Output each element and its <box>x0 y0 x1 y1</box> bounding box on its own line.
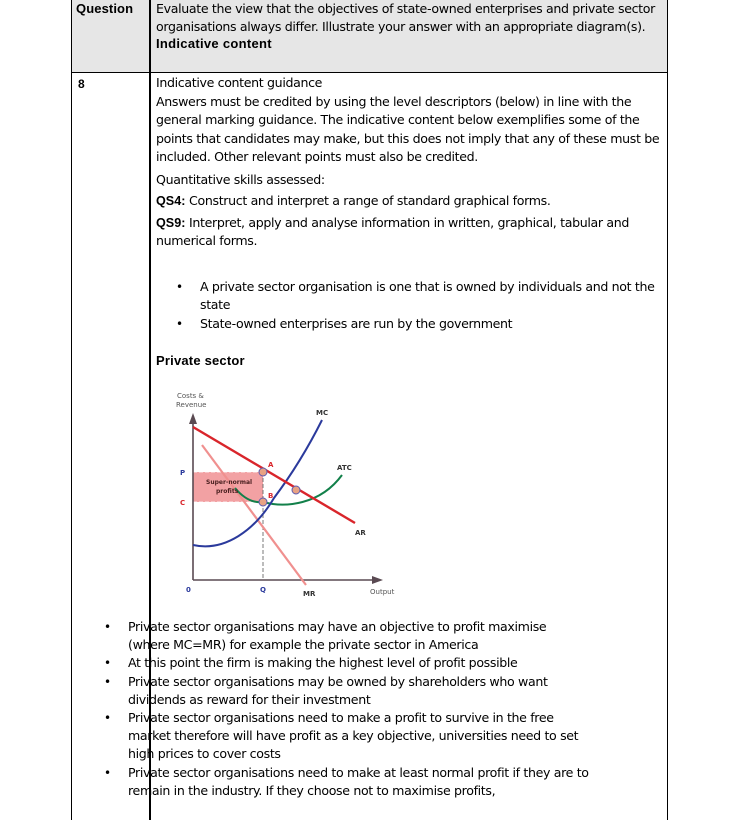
point-a <box>259 468 267 476</box>
area-label-1: Super-normal <box>206 479 253 486</box>
list-item: • Private sector organisations may have an objective to profit maximise (where MC=MR) for example the private sector in America <box>84 618 589 654</box>
list-item: • State-owned enterprises are run by the government <box>156 315 661 334</box>
guidance-title: Indicative content guidance <box>156 75 323 90</box>
label-c: C <box>180 499 186 507</box>
label-atc: ATC <box>337 464 352 472</box>
label-q: Q <box>260 586 266 594</box>
x-axis-label: Output <box>370 588 395 596</box>
y-axis-label: Costs & <box>177 392 204 400</box>
label-b: B <box>268 492 274 500</box>
qs4-text: Construct and interpret a range of standard graphical forms. <box>185 193 551 208</box>
guidance-text: Answers must be credited by using the level descriptors (below) in line with the general marking guidance. The indicative content below exemplifies some of the points that candidates may make, but this does not imply that any of these must be included. Other relevant points must also be credited. <box>156 93 660 164</box>
qs-item-qs9 <box>156 214 661 251</box>
label-mr: MR <box>303 590 316 598</box>
list-item: • At this point the firm is making the highest level of profit possible <box>84 654 589 672</box>
list-item: • A private sector organisation is one that is owned by individuals and not the state <box>156 278 661 315</box>
intro-bullet-list <box>156 278 661 334</box>
list-item: • Private sector organisations may be owned by shareholders who want dividends as reward for their investment <box>84 673 589 709</box>
indicative-content-heading: Indicative content <box>156 36 272 51</box>
qs-item-qs4 <box>156 192 661 211</box>
label-a: A <box>268 461 274 469</box>
answer-cell <box>156 74 661 371</box>
label-origin: 0 <box>186 586 191 594</box>
area-label-2: profits <box>216 488 239 495</box>
label-mc: MC <box>316 409 329 417</box>
section-heading-private-sector: Private sector <box>156 353 245 368</box>
point-mc-ar <box>292 486 300 494</box>
qs-heading: Quantitative skills assessed: <box>156 171 325 187</box>
private-sector-bullet-list <box>84 618 589 800</box>
profit-maximisation-diagram <box>160 378 410 610</box>
list-item: • Private sector organisations need to make a profit to survive in the free market therefore will have profit as a key objective, universities need to set high prices to cover costs <box>84 709 589 764</box>
question-cell <box>156 0 656 53</box>
qs9-text: Interpret, apply and analyse information in written, graphical, tabular and numerical forms. <box>156 214 629 248</box>
question-number: 8 <box>78 77 85 91</box>
qs9-code: QS9: <box>156 215 186 230</box>
point-b <box>259 498 267 506</box>
question-label: Question <box>76 1 134 16</box>
qs4-code: QS4: <box>156 194 186 208</box>
label-ar: AR <box>355 529 366 537</box>
question-text: Evaluate the view that the objectives of state-owned enterprises and private sector organisations always differ. Illustrate your answer with an appropriate diagram(s). <box>156 1 655 34</box>
list-item: • Private sector organisations need to make at least normal profit if they are to remain in the industry. If they choose not to maximise profits, <box>84 764 589 800</box>
supernormal-profit-area <box>193 472 263 502</box>
y-axis-label-2: Revenue <box>176 401 207 409</box>
label-p: P <box>180 469 186 477</box>
